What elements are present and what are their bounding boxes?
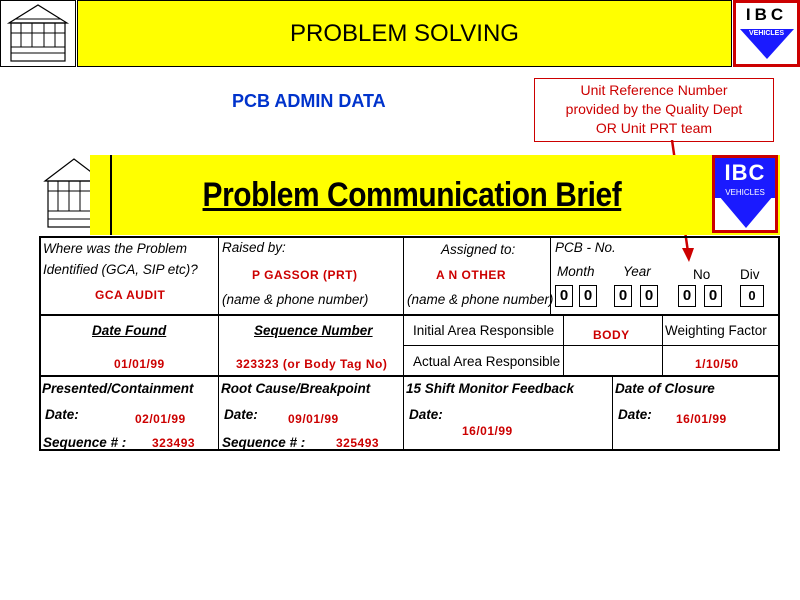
pcb-label: PCB - No.: [555, 240, 616, 255]
divider-v5: [662, 315, 663, 375]
presented-label: Presented/Containment: [42, 381, 194, 396]
pcb-month-digit-2[interactable]: 0: [579, 285, 597, 307]
raised-value: P GASSOR (PRT): [252, 268, 358, 282]
ibc-brand-sub: VEHICLES: [748, 30, 784, 37]
brief-logo-area: [712, 155, 780, 235]
brief-title: [112, 155, 712, 235]
building-logo: [0, 0, 76, 67]
pcb-year-digit-2[interactable]: 0: [640, 285, 658, 307]
reference-note: [534, 78, 774, 142]
divider-h-area: [404, 345, 780, 346]
assigned-label: Assigned to:: [441, 242, 516, 257]
initial-area-value: BODY: [593, 328, 630, 342]
root-cause-date: 09/01/99: [288, 412, 339, 426]
triangle-icon: [717, 194, 775, 232]
ibc-brand: IBC: [745, 5, 788, 24]
date-found-label: Date Found: [92, 323, 167, 338]
note-line-3: OR Unit PRT team: [595, 120, 713, 136]
pcb-year-digit-1[interactable]: 0: [614, 285, 632, 307]
weighting-label: Weighting Factor: [665, 323, 767, 338]
where-value: GCA AUDIT: [95, 288, 166, 302]
date-found-value: 01/01/99: [114, 357, 165, 371]
pcb-month-label: Month: [557, 264, 595, 279]
weighting-value: 1/10/50: [695, 357, 739, 371]
where-label-1: Where was the Problem: [43, 241, 188, 256]
root-cause-seq-label: Sequence # :: [222, 435, 306, 450]
actual-area-label: Actual Area Responsible: [413, 354, 561, 369]
presented-seq: 323493: [152, 436, 196, 450]
monitor-date: 16/01/99: [462, 424, 513, 438]
ibc-logo: [733, 0, 800, 67]
pcb-year-label: Year: [623, 264, 651, 279]
assigned-value: A N OTHER: [436, 268, 507, 282]
divider-v1: [218, 236, 219, 451]
pcb-no-digit-2[interactable]: 0: [704, 285, 722, 307]
assigned-sub: (name & phone number): [407, 292, 554, 307]
triangle-icon: [738, 23, 796, 63]
monitor-label: 15 Shift Monitor Feedback: [406, 381, 575, 396]
closure-date: 16/01/99: [676, 412, 727, 426]
note-line-2: provided by the Quality Dept: [565, 101, 743, 117]
brief-yellow-strip: [90, 155, 112, 235]
building-icon: [1, 1, 75, 66]
page-title-text: PROBLEM SOLVING: [290, 19, 519, 47]
divider-h2: [39, 375, 780, 377]
sequence-label: Sequence Number: [254, 323, 373, 338]
pcb-div-digit[interactable]: 0: [740, 285, 764, 307]
raised-label: Raised by:: [222, 240, 286, 255]
presented-date: 02/01/99: [135, 412, 186, 426]
initial-area-label: Initial Area Responsible: [413, 323, 555, 338]
pcb-no-label: No: [693, 267, 711, 282]
closure-label: Date of Closure: [615, 381, 715, 396]
brief-ibc-brand-sub: VEHICLES: [725, 188, 765, 197]
root-cause-label: Root Cause/Breakpoint: [221, 381, 371, 396]
sequence-value: 323323 (or Body Tag No): [236, 357, 388, 371]
brief-title-text: Problem Communication Brief: [202, 175, 622, 214]
pcb-month-digit-1[interactable]: 0: [555, 285, 573, 307]
presented-seq-label: Sequence # :: [43, 435, 127, 450]
divider-v2: [403, 236, 404, 451]
page-title: [77, 0, 732, 67]
note-line-1: Unit Reference Number: [580, 82, 728, 98]
closure-date-label: Date:: [618, 407, 652, 422]
where-label-2: Identified (GCA, SIP etc)?: [43, 262, 198, 277]
pcb-no-digit-1[interactable]: 0: [678, 285, 696, 307]
divider-v4: [563, 315, 564, 375]
root-cause-seq: 325493: [336, 436, 380, 450]
raised-sub: (name & phone number): [222, 292, 369, 307]
presented-date-label: Date:: [45, 407, 79, 422]
brief-ibc-brand: IBC: [724, 160, 766, 185]
brief-ibc-logo: [712, 155, 778, 233]
pcb-div-label: Div: [740, 267, 760, 282]
root-cause-date-label: Date:: [224, 407, 258, 422]
monitor-date-label: Date:: [409, 407, 443, 422]
divider-v6: [612, 376, 613, 451]
divider-h1: [39, 314, 780, 316]
admin-title: PCB ADMIN DATA: [232, 91, 386, 111]
